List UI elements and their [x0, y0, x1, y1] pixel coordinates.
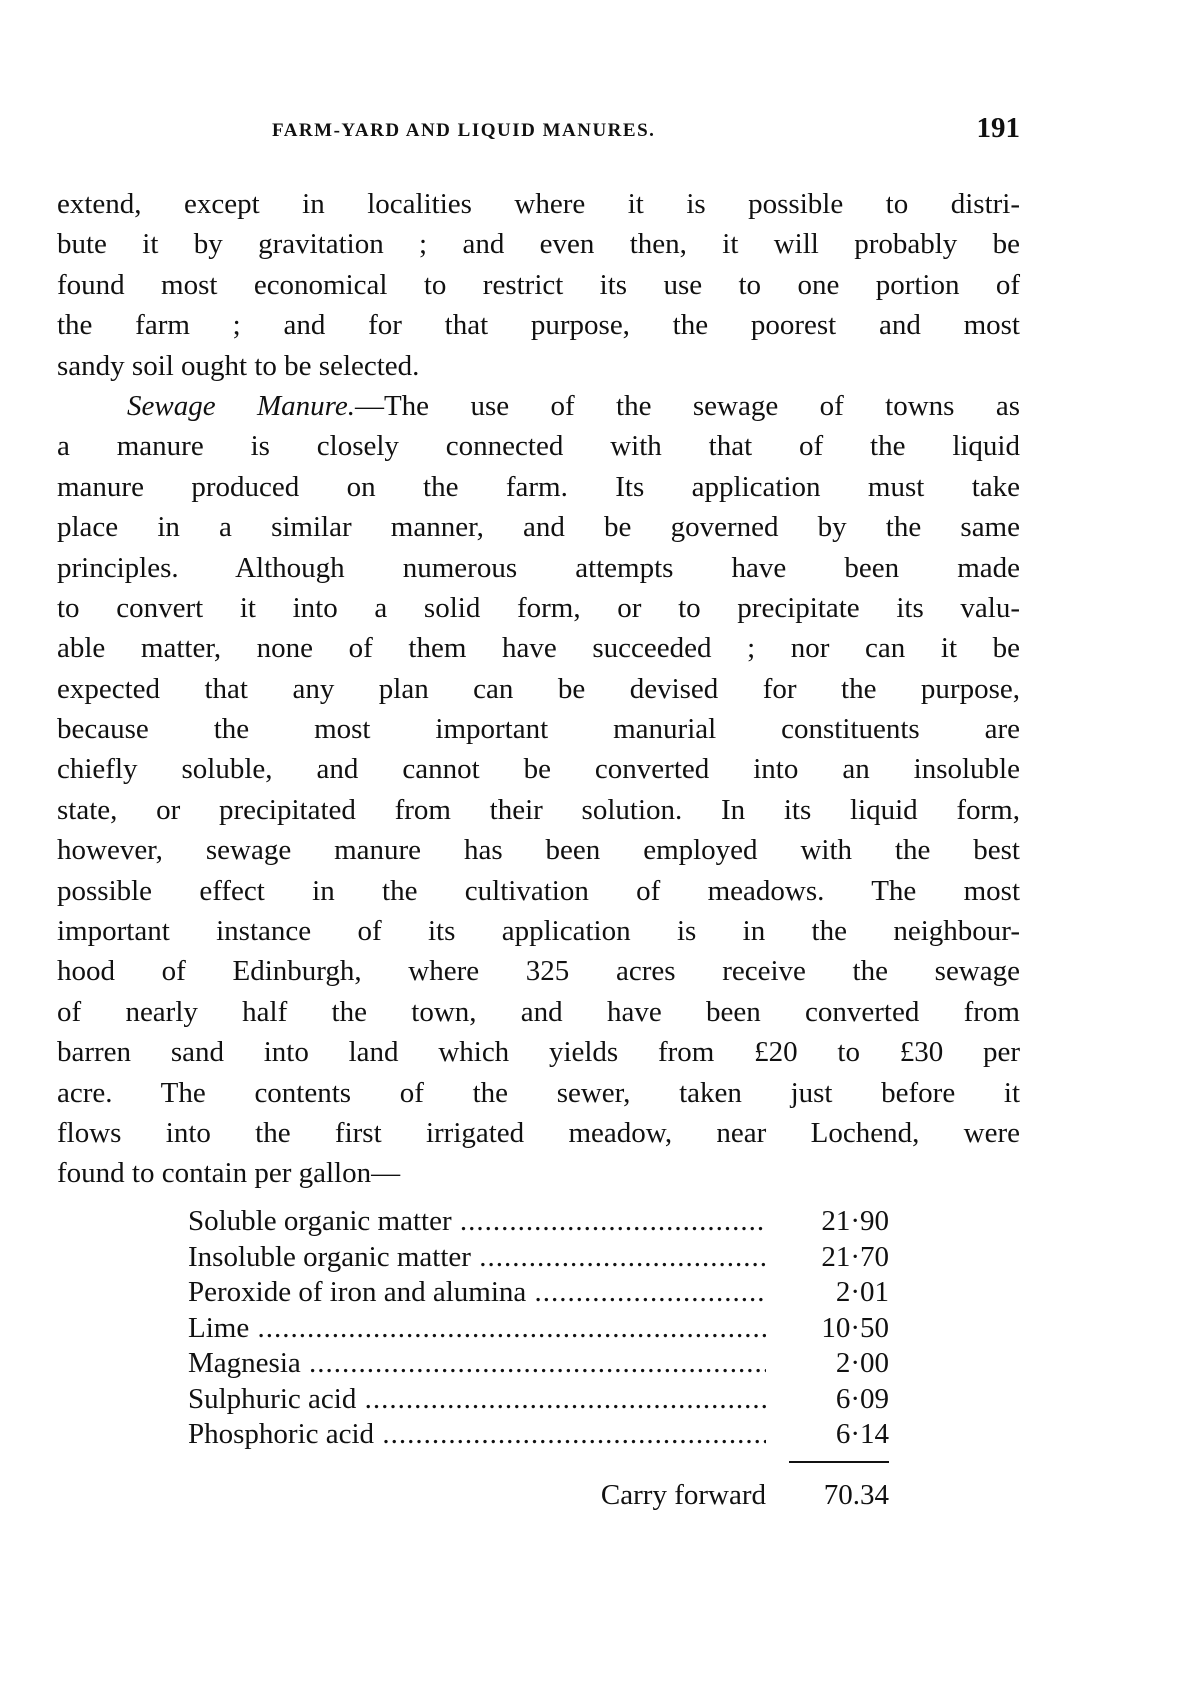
- table-row: [188, 1382, 889, 1418]
- table-row: [188, 1275, 889, 1311]
- table-row: [188, 1240, 889, 1276]
- text-line: flows into the first irrigated meadow, near Lochend, were: [57, 1116, 1020, 1149]
- text-line: state, or precipitated from their solution. In its liquid form,: [57, 793, 1020, 826]
- text-line: because the most important manurial constituents are: [57, 713, 1020, 746]
- page-header: [57, 112, 1020, 152]
- text-line: a manure is closely connected with that of the liquid: [57, 430, 1020, 463]
- text-line: able matter, none of them have succeeded ; nor can it be: [57, 632, 1020, 665]
- row-value: 6·09: [766, 1382, 889, 1418]
- row-value: 21·70: [766, 1240, 889, 1276]
- text-line: hood of Edinburgh, where 325 acres receive the sewage: [57, 955, 1020, 988]
- row-value: 6·14: [766, 1417, 889, 1453]
- carry-forward-label: Carry forward: [600, 1478, 766, 1511]
- row-label: Phosphoric acid .....: [188, 1417, 766, 1453]
- row-label: Insoluble organic matter .....: [188, 1240, 766, 1276]
- paragraph-2: [57, 426, 1020, 1193]
- text-line: possible effect in the cultivation of meadows. The most: [57, 874, 1020, 907]
- text-line: manure produced on the farm. Its application must take: [57, 470, 1020, 503]
- analysis-table: [188, 1204, 889, 1515]
- table-row: [188, 1417, 889, 1453]
- sum-rule: [789, 1461, 889, 1463]
- table-row: [188, 1311, 889, 1347]
- row-label: Sulphuric acid .....: [188, 1382, 766, 1418]
- text-line: barren sand into land which yields from £20 to £30 per: [57, 1036, 1020, 1069]
- text-line: the farm ; and for that purpose, the poorest and most: [57, 309, 1020, 342]
- row-value: 2·01: [766, 1275, 889, 1311]
- table-row: [188, 1204, 889, 1240]
- text-line: of nearly half the town, and have been converted from: [57, 995, 1020, 1028]
- row-label: Magnesia .....: [188, 1346, 766, 1382]
- text-line: extend, except in localities where it is possible to distri-: [57, 188, 1020, 220]
- text-line: place in a similar manner, and be governed by the same: [57, 511, 1020, 544]
- section-heading: Sewage Manure.: [127, 389, 355, 422]
- text-line: to convert it into a solid form, or to precipitate its valu-: [57, 591, 1020, 624]
- carry-forward-row: [188, 1475, 889, 1515]
- text-line: principles. Although numerous attempts have been made: [57, 551, 1020, 584]
- text-line: —The use of the sewage of towns as: [354, 389, 1020, 422]
- row-value: 2·00: [766, 1346, 889, 1382]
- row-label: Soluble organic matter .....: [188, 1204, 766, 1240]
- text-line: however, sewage manure has been employed with the best: [57, 834, 1020, 867]
- table-row: [188, 1346, 889, 1382]
- row-label: Lime .....: [188, 1311, 766, 1347]
- row-value: 10·50: [766, 1311, 889, 1347]
- text-line: acre. The contents of the sewer, taken just before it: [57, 1076, 1020, 1109]
- page-number: 191: [976, 112, 1020, 144]
- row-label: Peroxide of iron and alumina .....: [188, 1275, 766, 1311]
- carry-forward-value: 70.34: [766, 1475, 889, 1515]
- row-value: 21·90: [766, 1204, 889, 1240]
- text-line: bute it by gravitation ; and even then, it will probably be: [57, 228, 1020, 261]
- text-line: sandy soil ought to be selected.: [57, 349, 420, 382]
- text-line: important instance of its application is in the neighbour-: [57, 915, 1020, 948]
- body-text: [57, 184, 1020, 1194]
- text-line: chiefly soluble, and cannot be converted into an insoluble: [57, 753, 1020, 786]
- text-line: found most economical to restrict its use to one portion of: [57, 268, 1020, 301]
- paragraph-2-first-line: [57, 386, 1020, 426]
- text-line: found to contain per gallon—: [57, 1157, 401, 1190]
- running-head: FARM-YARD AND LIQUID MANURES.: [272, 120, 656, 141]
- paragraph-1: [57, 184, 1020, 386]
- text-line: expected that any plan can be devised for the purpose,: [57, 672, 1020, 705]
